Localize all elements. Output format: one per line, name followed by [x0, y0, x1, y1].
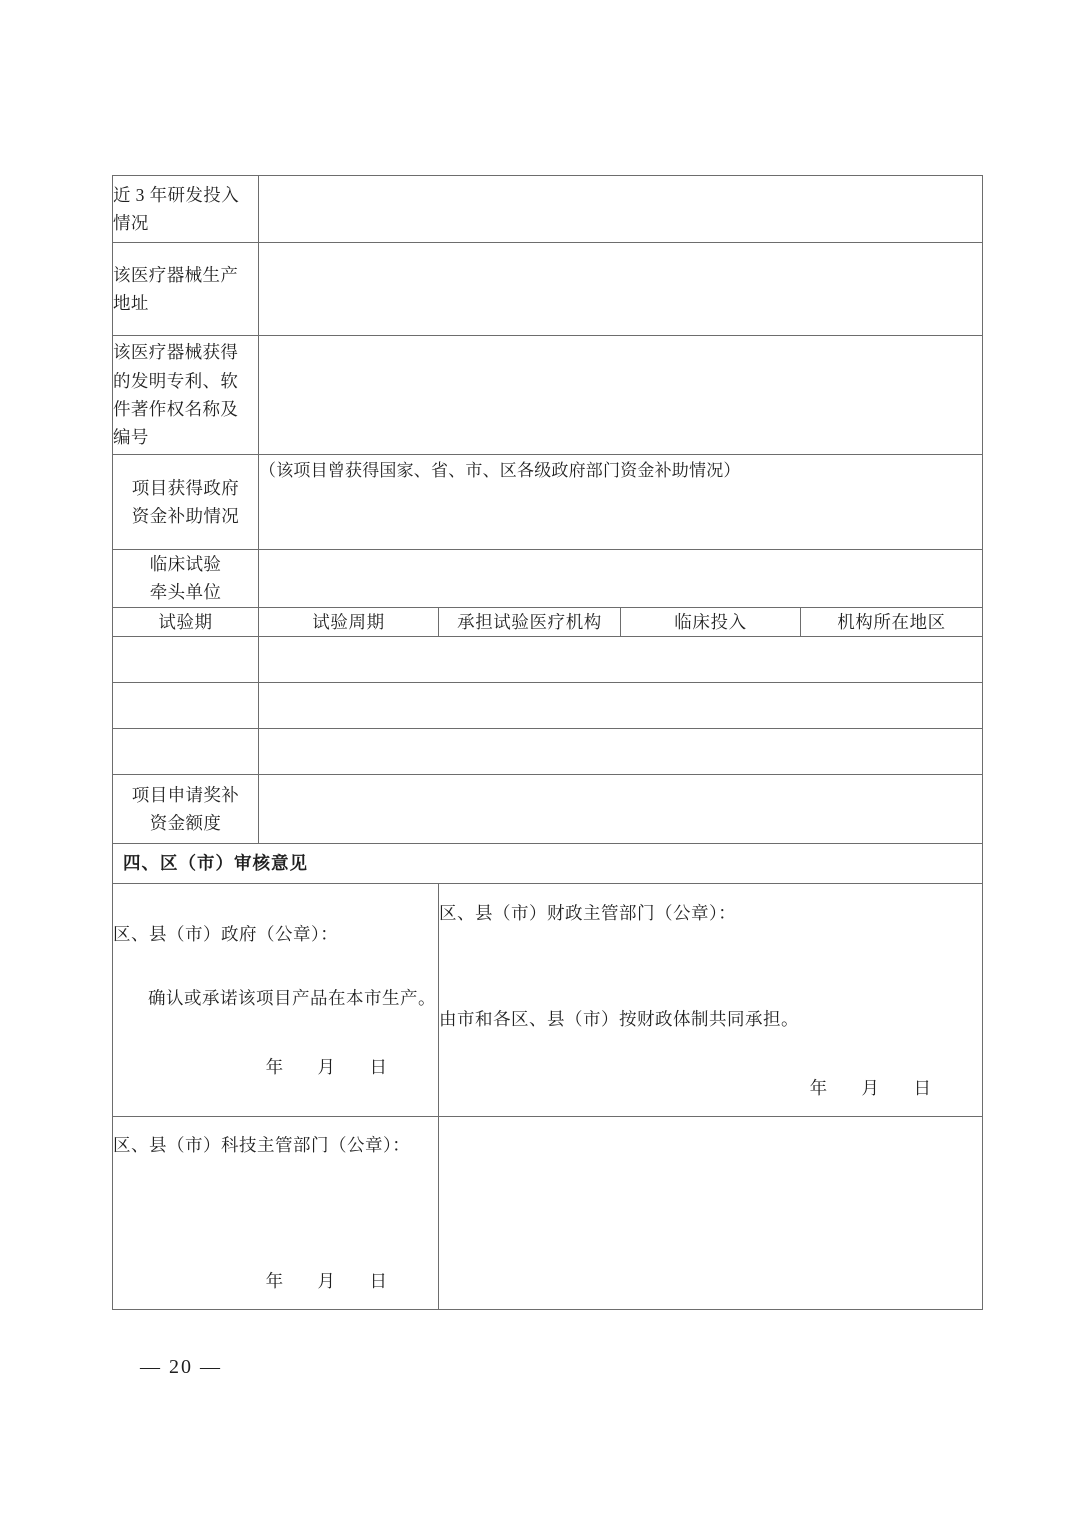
- trial-header-clinical-investment: 临床投入: [621, 607, 801, 636]
- trial-header-period: 试验期: [113, 607, 259, 636]
- row-label-government-funding: [113, 455, 259, 550]
- label-line: 该医疗器械获得: [113, 342, 239, 363]
- label-line: 情况: [113, 213, 149, 233]
- review-cell-finance-department[interactable]: [439, 884, 983, 1117]
- label-line: 地址: [113, 293, 149, 313]
- label-line: 件著作权名称及: [113, 399, 239, 419]
- row-value-requested-amount[interactable]: [259, 775, 983, 844]
- trial-row-details[interactable]: [259, 637, 983, 683]
- review-date-science-tech-department[interactable]: 年 月 日: [265, 1271, 390, 1292]
- row-label-lead-institution: [113, 550, 259, 608]
- trial-row-details[interactable]: [259, 729, 983, 775]
- row-label-rd-investment: [113, 176, 259, 243]
- table-row-rd-investment: [113, 176, 983, 243]
- row-label-patents: [113, 336, 259, 455]
- row-value-patents[interactable]: [259, 336, 983, 455]
- label-line: 资金补助情况: [131, 506, 240, 526]
- table-row-production-address: [113, 243, 983, 336]
- review-title-finance-department: 区、县（市）财政主管部门（公章）：: [439, 902, 737, 923]
- label-line: 项目申请奖补: [131, 784, 240, 805]
- table-row-government-funding: [113, 455, 983, 550]
- review-date-district-government[interactable]: 年 月 日: [265, 1056, 390, 1077]
- table-row-requested-amount: [113, 775, 983, 844]
- label-line: 项目获得政府: [131, 477, 240, 498]
- review-row-bottom: [113, 1117, 983, 1310]
- government-funding-note: （该项目曾获得国家、省、市、区各级政府部门资金补助情况）: [259, 461, 741, 480]
- label-line: 牵头单位: [149, 582, 222, 603]
- review-cell-science-tech-department[interactable]: [113, 1117, 439, 1310]
- row-value-rd-investment[interactable]: [259, 176, 983, 243]
- review-cell-empty[interactable]: [439, 1117, 983, 1310]
- label-line: 的发明专利、软: [113, 370, 239, 391]
- table-row-lead-institution: [113, 550, 983, 608]
- section-heading-review-opinion: 四、区（市）审核意见: [113, 844, 983, 884]
- trial-table-row: [113, 683, 983, 729]
- row-label-production-address: [113, 243, 259, 336]
- review-date-finance-department[interactable]: 年 月 日: [809, 1077, 934, 1098]
- row-value-government-funding[interactable]: [259, 455, 983, 550]
- trial-table-row: [113, 729, 983, 775]
- review-title-science-tech-department: 区、县（市）科技主管部门（公章）：: [113, 1135, 411, 1156]
- page-number: — 20 —: [140, 1356, 222, 1378]
- trial-header-cycle: 试验周期: [259, 607, 439, 636]
- trial-row-period[interactable]: [113, 637, 259, 683]
- review-row-top: [113, 884, 983, 1117]
- section-heading-row: [113, 844, 983, 884]
- trial-header-institution: 承担试验医疗机构: [439, 607, 621, 636]
- table-row-patents: [113, 336, 983, 455]
- review-body-finance-department: 由市和各区、县（市）按财政体制共同承担。: [439, 1009, 799, 1030]
- review-title-district-government: 区、县（市）政府（公章）：: [113, 923, 339, 944]
- review-cell-district-government[interactable]: [113, 884, 439, 1117]
- label-line: 临床试验: [149, 554, 222, 574]
- label-line: 资金额度: [149, 813, 222, 834]
- row-value-production-address[interactable]: [259, 243, 983, 336]
- trial-row-details[interactable]: [259, 683, 983, 729]
- label-line: 该医疗器械生产: [113, 264, 239, 285]
- row-label-requested-amount: [113, 775, 259, 844]
- trial-table-row: [113, 637, 983, 683]
- row-value-lead-institution[interactable]: [259, 550, 983, 608]
- label-line: 编号: [113, 427, 149, 448]
- label-line: 近 3 年研发投入: [113, 184, 240, 205]
- application-form-table: [112, 175, 983, 1310]
- trial-header-region: 机构所在地区: [801, 607, 983, 636]
- trial-row-period[interactable]: [113, 729, 259, 775]
- review-body-district-government: 确认或承诺该项目产品在本市生产。: [148, 988, 436, 1009]
- trial-row-period[interactable]: [113, 683, 259, 729]
- trial-table-header-row: [113, 607, 983, 636]
